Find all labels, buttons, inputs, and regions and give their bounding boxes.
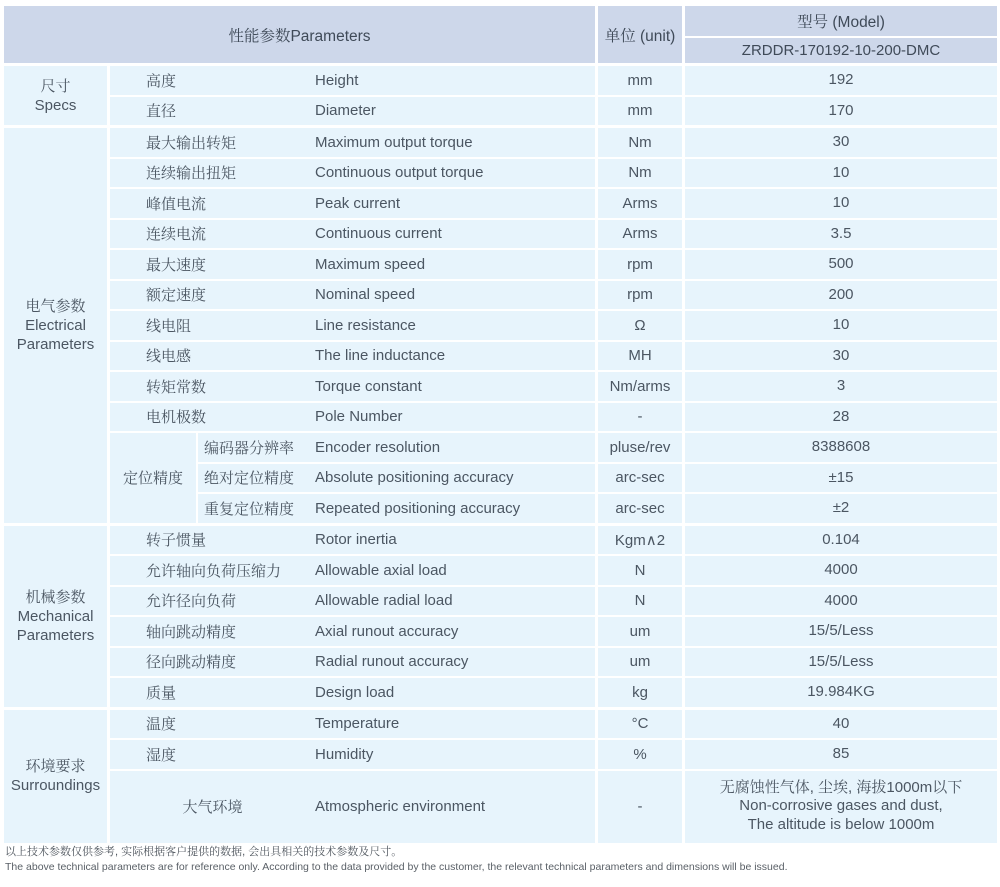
param-label [110,159,595,188]
spec-row [198,433,997,462]
spec-row [110,678,997,707]
param-name-zh: 峰值电流 [146,195,207,213]
category-label [4,66,110,125]
param-name-en: Allowable radial load [315,592,453,610]
param-label [110,617,595,646]
param-name-zh: 直径 [146,103,177,121]
spec-row [110,740,997,769]
param-name-zh: 最大速度 [146,256,207,274]
param-label [110,740,595,769]
param-name-zh: 重复定位精度 [204,500,295,518]
category-label-line: Parameters [16,626,95,644]
param-name-en: Radial runout accuracy [315,653,469,671]
header-model-value: ZRDDR-170192-10-200-DMC [741,42,941,59]
param-value-line: The altitude is below 1000m [747,815,935,833]
param-unit: % [595,740,685,769]
header-model [685,6,997,63]
param-name-zh: 允许轴向负荷压缩力 [146,562,282,580]
param-name-zh: 连续输出扭矩 [146,165,237,183]
param-name-en: Rotor inertia [315,531,397,549]
row-group [110,433,997,523]
spec-row [110,189,997,218]
spec-row [110,220,997,249]
param-name-en: Diameter [315,102,376,120]
param-value: 170 [828,101,854,119]
param-name-en: Repeated positioning accuracy [315,499,521,517]
param-label [110,556,595,585]
param-value: 28 [832,407,850,425]
param-label [110,250,595,279]
param-unit: Arms [595,189,685,218]
param-name-zh: 径向跳动精度 [146,654,237,672]
param-label [110,342,595,371]
param-name-en: Line resistance [315,316,416,334]
param-label [110,771,595,843]
param-unit: um [595,648,685,677]
param-value: 40 [832,714,850,732]
header-unit: 单位 (unit) [595,6,685,63]
category-label [4,710,110,843]
param-value: 15/5/Less [808,622,874,639]
spec-row [110,311,997,340]
param-unit: arc-sec [595,464,685,493]
spec-row [110,97,997,126]
table-body [4,66,997,843]
param-label [110,403,595,432]
spec-row [110,617,997,646]
param-name-zh: 温度 [146,716,177,734]
param-value: 500 [828,255,854,272]
param-name-en: Axial runout accuracy [315,622,459,640]
param-name-zh: 转子惯量 [146,532,207,550]
param-value: ±2 [832,499,850,516]
section-rows [110,128,997,523]
param-name-en: Maximum output torque [315,133,473,151]
param-name-en: Pole Number [315,408,403,426]
category-label-line: Mechanical [17,607,94,625]
spec-row [110,281,997,310]
param-name-en: Height [315,71,359,89]
param-label [198,433,595,462]
section-electrical [4,128,997,523]
param-unit: rpm [595,281,685,310]
spec-row [110,372,997,401]
table-header [4,6,997,63]
param-value: 30 [832,133,850,150]
param-value: 4000 [824,561,858,578]
spec-row [110,159,997,188]
param-value: 10 [832,163,850,181]
param-label [110,311,595,340]
param-name-en: Continuous current [315,225,442,243]
param-unit: MH [595,342,685,371]
param-value: 85 [832,745,850,762]
spec-row [110,587,997,616]
param-name-zh: 最大输出转矩 [146,134,237,152]
param-label [110,189,595,218]
param-label [198,494,595,523]
category-label-line: Surroundings [10,777,101,794]
param-name-en: Allowable axial load [315,561,447,579]
spec-row [110,710,997,739]
param-name-en: The line inductance [315,347,446,365]
param-label [110,526,595,555]
spec-table [4,6,997,843]
param-name-en: Torque constant [315,377,422,395]
param-value: 192 [828,71,854,88]
param-value: 19.984KG [807,683,875,700]
param-name-zh: 湿度 [146,746,177,764]
category-label [4,128,110,523]
spec-row [110,771,997,843]
row-group-rows [198,433,997,523]
spec-row [110,556,997,585]
category-label-line: 环境要求 [25,758,86,775]
category-label-line: Electrical [25,316,86,334]
param-label [110,678,595,707]
spec-row [110,403,997,432]
section-rows [110,66,997,125]
param-value: 10 [832,316,850,333]
param-unit: arc-sec [595,494,685,523]
param-name-en: Continuous output torque [315,164,484,182]
category-label-line: Specs [34,96,77,114]
param-unit: rpm [595,250,685,279]
header-model-label: 型号 (Model) [685,6,997,38]
footer-note-en: The above technical parameters are for reference only. According to the data provided by the customer, the relevant technical parameters and dimensions will be issued. [5,861,788,873]
param-name-en: Absolute positioning accuracy [315,469,514,487]
param-name-zh: 线电阻 [146,317,192,335]
param-label [198,464,595,493]
param-unit: Arms [595,220,685,249]
spec-row [110,342,997,371]
param-name-zh: 高度 [146,72,177,90]
param-name-zh: 允许径向负荷 [146,593,237,611]
param-value: 3.5 [830,224,852,242]
param-label [110,97,595,126]
param-unit: pluse/rev [595,433,685,462]
param-unit: °C [595,710,685,739]
param-unit: Nm [595,128,685,157]
param-label [110,710,595,739]
category-label-line: 电气参数 [25,297,86,315]
spec-row [198,494,997,523]
spec-row [110,250,997,279]
param-unit: um [595,617,685,646]
footer-notes [5,845,995,875]
param-name-zh: 大气环境 [182,799,243,816]
param-name-en: Maximum speed [315,255,426,273]
param-name-en: Design load [315,683,395,701]
param-value: 200 [828,285,854,303]
param-name-zh: 额定速度 [146,287,207,305]
param-value: 3 [836,377,846,394]
param-name-zh: 绝对定位精度 [204,470,295,488]
param-name-en: Nominal speed [315,286,416,304]
section-surroundings [4,710,997,843]
param-name-zh: 编码器分辨率 [204,439,295,457]
param-label [110,128,595,157]
param-value: 15/5/Less [808,652,874,670]
header-parameters: 性能参数Parameters [228,27,371,45]
param-label [110,66,595,95]
param-unit: mm [595,97,685,126]
param-value-line: Non-corrosive gases and dust, [739,797,943,815]
param-value: 0.104 [822,530,860,548]
param-name-en: Encoder resolution [315,438,441,456]
param-value: 4000 [824,591,858,609]
category-label-line: Parameters [16,335,95,353]
category-label-line: 尺寸 [40,77,71,95]
param-value: 10 [832,194,850,211]
param-name-zh: 线电感 [146,348,192,366]
spec-row [110,648,997,677]
param-name-zh: 转矩常数 [146,378,207,396]
param-name-en: Temperature [315,715,400,733]
param-name-en: Humidity [315,745,374,763]
section-rows [110,710,997,843]
section-specs [4,66,997,125]
param-label [110,220,595,249]
param-label [110,648,595,677]
spec-row [110,128,997,157]
param-name-en: Peak current [315,194,401,212]
category-label-line: 机械参数 [25,588,86,606]
param-value: ±15 [828,468,854,486]
param-unit: Nm/arms [595,372,685,401]
section-rows [110,526,997,707]
param-name-zh: 电机极数 [146,409,207,427]
param-unit: mm [595,66,685,95]
param-unit: - [595,771,685,843]
param-unit: Nm [595,159,685,188]
param-value [685,771,997,843]
param-value: 8388608 [811,438,871,455]
param-name-en: Atmospheric environment [315,798,486,815]
section-mechanical [4,526,997,707]
param-value: 30 [832,346,850,364]
param-label [110,372,595,401]
param-unit: N [595,556,685,585]
spec-row [110,66,997,95]
param-name-zh: 质量 [146,684,177,702]
category-label [4,526,110,707]
footer-note-zh: 以上技术参数仅供参考, 实际根据客户提供的数据, 会出具相关的技术参数及尺寸。 [5,846,403,858]
param-value-line: 无腐蚀性气体, 尘埃, 海拔1000m以下 [719,778,963,796]
param-unit: N [595,587,685,616]
param-name-zh: 轴向跳动精度 [146,623,237,641]
param-unit: kg [595,678,685,707]
spec-row [110,526,997,555]
row-group-label: 定位精度 [110,433,198,523]
param-label [110,281,595,310]
param-unit: Ω [595,311,685,340]
spec-row [198,464,997,493]
param-name-zh: 连续电流 [146,226,207,244]
param-unit: - [595,403,685,432]
param-label [110,587,595,616]
param-unit: Kgm∧2 [595,526,685,555]
